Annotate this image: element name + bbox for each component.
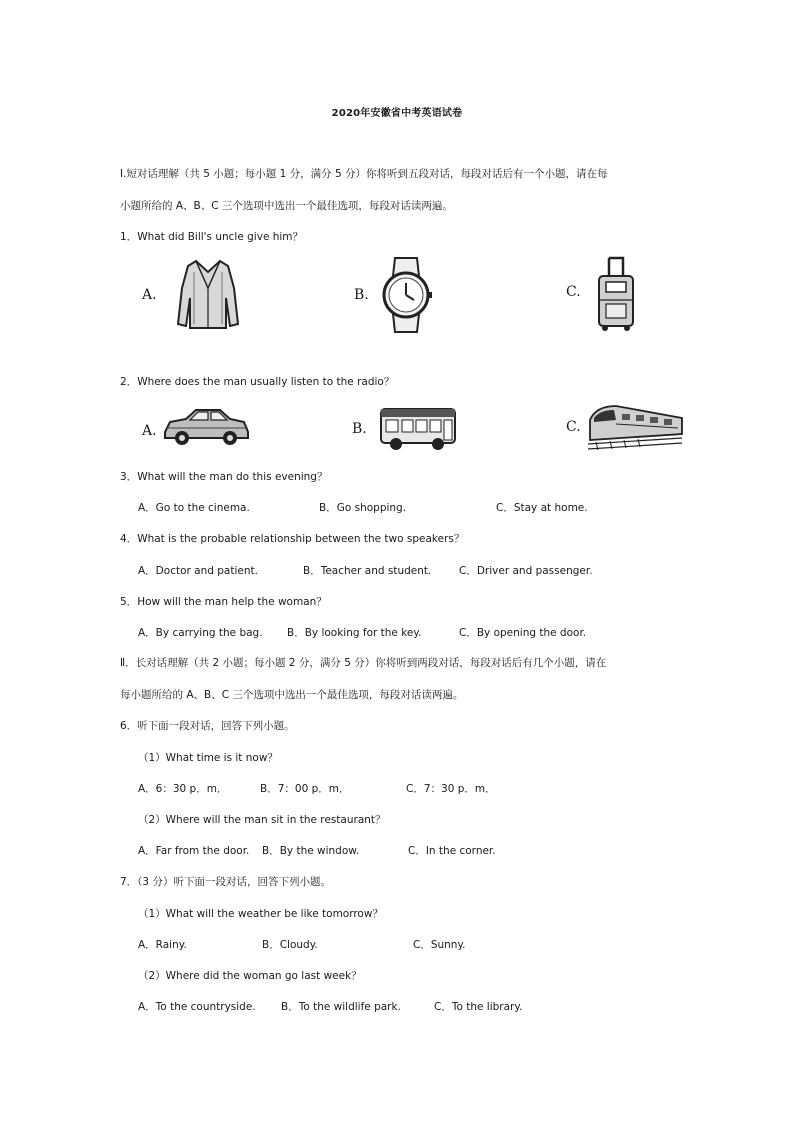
q4-option-a: A．Doctor and patient. <box>138 565 258 577</box>
question-1 <box>120 230 303 244</box>
q2-option-a-label: A. <box>142 423 157 439</box>
q6-sub2-option-a: A．Far from the door. <box>138 845 250 857</box>
q6-sub1-option-c: C．7：30 p．m． <box>406 783 496 795</box>
question-number: 4． <box>120 533 138 545</box>
q7-sub2-option-b: B．To the wildlife park. <box>281 1001 401 1013</box>
q6-sub2-text: （2）Where will the man sit in the restaurant？ <box>138 814 386 826</box>
q7-sub1-text: （1）What will the weather be like tomorrow？ <box>138 908 383 920</box>
question-number: 1． <box>120 231 138 243</box>
q7-sub1-option-a: A．Rainy. <box>138 939 187 951</box>
question-text: What did Bill's uncle give him？ <box>137 231 304 243</box>
train-icon <box>586 402 684 452</box>
question-number: 5． <box>120 596 138 608</box>
question-number: 3． <box>120 471 138 483</box>
q6-sub2-option-c: C．In the corner. <box>408 845 496 857</box>
question-2 <box>120 375 394 389</box>
watch-icon <box>378 256 434 334</box>
q5-option-b: B．By looking for the key. <box>287 627 422 639</box>
question-text: What will the man do this evening？ <box>137 471 328 483</box>
q7-sub2-text: （2）Where did the woman go last week？ <box>138 970 362 982</box>
section1-intro-line1: I.短对话理解（共 5 小题；每小题 1 分，满分 5 分）你将听到五段对话，每段对话后有一个小题，请在每 <box>120 168 608 180</box>
section2-intro-line1: Ⅱ．长对话理解（共 2 小题；每小题 2 分，满分 5 分）你将听到两段对话，每段对话后有几个小题，请在 <box>120 657 607 669</box>
question-7-heading: 7．（3 分）听下面一段对话，回答下列小题。 <box>120 876 331 888</box>
question-text: What is the probable relationship between the two speakers？ <box>137 533 465 545</box>
question-6-heading: 6．听下面一段对话，回答下列小题。 <box>120 720 295 732</box>
question-4 <box>120 532 464 546</box>
question-5 <box>120 595 327 609</box>
q1-option-a-label: A. <box>142 287 157 303</box>
q1-option-c-label: C. <box>566 284 581 300</box>
q2-option-c-label: C. <box>566 419 581 435</box>
page-title: 2020年安徽省中考英语试卷 <box>331 108 463 119</box>
q6-sub2-option-b: B．By the window. <box>262 845 360 857</box>
q4-option-c: C．Driver and passenger. <box>459 565 593 577</box>
q4-option-b: B．Teacher and student. <box>303 565 432 577</box>
q5-option-c: C．By opening the door. <box>459 627 587 639</box>
q7-sub1-option-b: B．Cloudy. <box>262 939 318 951</box>
q3-option-b: B．Go shopping. <box>319 502 407 514</box>
q7-sub1-option-c: C．Sunny. <box>413 939 466 951</box>
q5-option-a: A．By carrying the bag. <box>138 627 263 639</box>
question-text: How will the man help the woman？ <box>137 596 327 608</box>
car-icon <box>162 406 250 448</box>
question-text: Where does the man usually listen to the radio？ <box>137 376 395 388</box>
q6-sub1-text: （1）What time is it now？ <box>138 752 278 764</box>
suitcase-icon <box>596 256 636 332</box>
q3-option-c: C．Stay at home. <box>496 502 588 514</box>
sweater-icon <box>176 258 240 332</box>
q6-sub1-option-a: A．6：30 p．m． <box>138 783 228 795</box>
bus-icon <box>378 406 458 452</box>
q6-sub1-option-b: B．7：00 p．m． <box>260 783 350 795</box>
section2-intro-line2: 每小题所给的 A、B、C 三个选项中选出一个最佳选项，每段对话读两遍。 <box>120 689 464 701</box>
q1-option-b-label: B. <box>354 287 369 303</box>
q7-sub2-option-a: A．To the countryside. <box>138 1001 256 1013</box>
q7-sub2-option-c: C．To the library. <box>434 1001 523 1013</box>
q3-option-a: A．Go to the cinema. <box>138 502 250 514</box>
question-number: 2． <box>120 376 138 388</box>
section1-intro-line2: 小题所给的 A、B、C 三个选项中选出一个最佳选项，每段对话读两遍。 <box>120 200 453 212</box>
question-3 <box>120 470 327 484</box>
q2-option-b-label: B. <box>352 421 367 437</box>
